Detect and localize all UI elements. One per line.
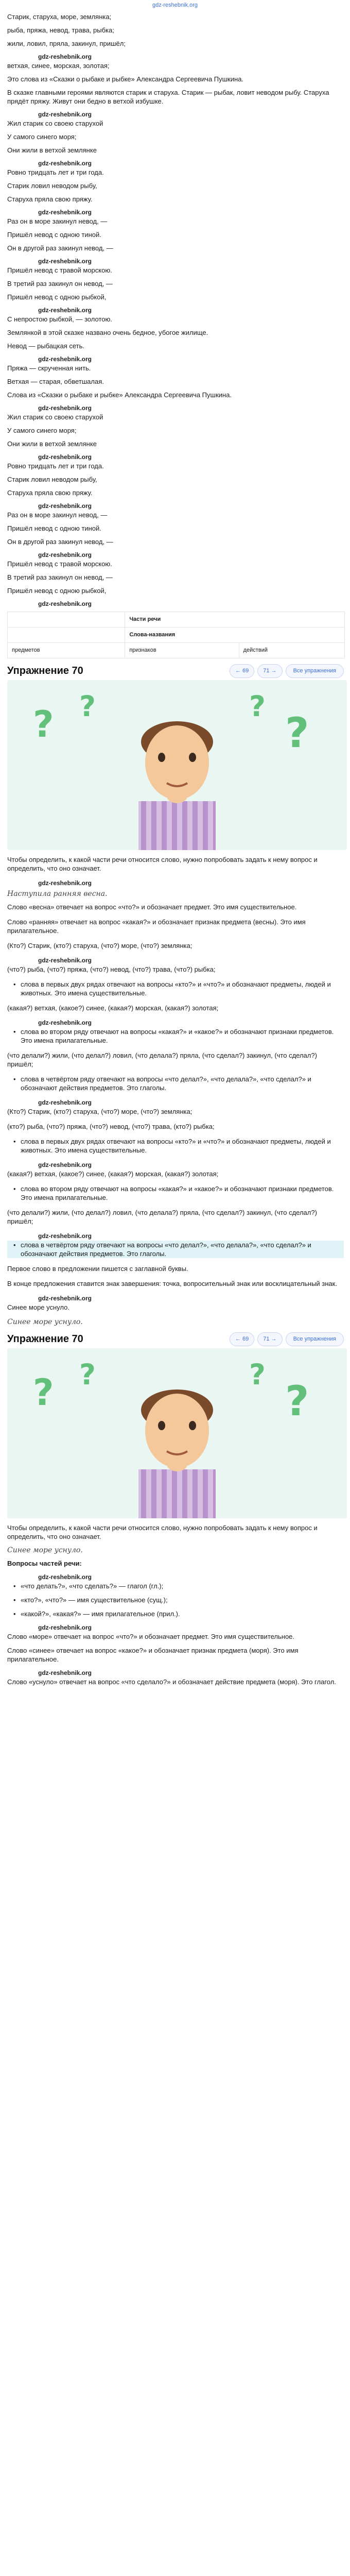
text-line: В конце предложения ставится знак завершения: точка, вопросительный знак или восклицательный знак.	[7, 1280, 337, 1287]
watermark-text: gdz-reshebnik.org	[38, 258, 92, 265]
watermark-text: gdz-reshebnik.org	[38, 1669, 92, 1676]
text-line: Он в другой раз закинул невод, —	[7, 244, 113, 252]
all-exercises-button[interactable]: Все упражнения	[286, 664, 344, 678]
text-line: • слова во втором ряду отвечают на вопросы «какая?» и «какое?» и обозначают признаки предметов. Это имена прилагательные.	[7, 1184, 344, 1202]
text-line: Пряжа — скрученная нить.	[7, 364, 91, 372]
text-line: У самого синего моря;	[7, 427, 77, 434]
text-line: (какая?) ветхая, (какое?) синее, (какая?) морская, (какая?) золотая;	[7, 1004, 219, 1012]
svg-text:?: ?	[249, 690, 266, 723]
text-line: • слова в четвёртом ряду отвечают на вопросы «что делал?», «что делала?», «что сделал?» и обозначают действия предметов. Это глаголы.	[7, 1075, 344, 1092]
text-line: В третий раз закинул он невод, —	[7, 573, 113, 581]
text-line: Синее море уснуло.	[7, 1303, 69, 1311]
text-line: • слова в первых двух рядах отвечают на вопросы «кто?» и «что?» и обозначают предметы, людей и животных. Это имена существительные.	[7, 980, 344, 997]
watermark-text: gdz-reshebnik.org	[38, 879, 92, 887]
next-exercise-button[interactable]: 71 →	[257, 664, 282, 678]
boy-picture	[7, 1348, 347, 1518]
text-line: В сказке главными героями являются старик и старуха. Старик — рыбак, ловит неводом рыбу. Старуха прядёт пряжу. Живут они бедно в ветхой избушке.	[7, 89, 329, 105]
part2-text	[7, 855, 344, 1327]
text-line: • слова в первых двух рядах отвечают на вопросы «кто?» и «что?» и обозначают предметы, людей и животных. Это имена существительные.	[7, 1137, 344, 1155]
table-subheader: Слова-названия	[125, 628, 345, 643]
watermark-text: gdz-reshebnik.org	[38, 1624, 92, 1631]
exercise-header-2	[7, 1332, 344, 1346]
watermark-text: gdz-reshebnik.org	[38, 355, 92, 363]
text-line: Старуха пряла свою пряжу.	[7, 195, 93, 203]
text-line: (кто?) рыба, (что?) пряжа, (что?) невод, (что?) трава, (кто?) рыбка;	[7, 1123, 215, 1130]
table-empty-cell	[8, 628, 125, 643]
text-line: Невод — рыбацкая сеть.	[7, 342, 85, 350]
exercise-header-1	[7, 664, 344, 678]
table-cell-features: признаков	[125, 643, 239, 658]
text-line: Слово «уснуло» отвечает на вопрос «что сделало?» и обозначает действие предмета (моря). Это глагол.	[7, 1678, 336, 1686]
next-exercise-button[interactable]: 71 →	[257, 1332, 282, 1346]
text-line: У самого синего моря;	[7, 133, 77, 141]
svg-text:?: ?	[33, 1371, 54, 1414]
part1-text	[7, 12, 344, 608]
svg-text:?: ?	[285, 709, 309, 757]
text-line: Слово «весна» отвечает на вопрос «что?» и обозначает предмет. Это имя существительное.	[7, 903, 297, 911]
exercise-nav	[230, 664, 344, 678]
watermark-text: gdz-reshebnik.org	[38, 551, 92, 558]
svg-text:?: ?	[79, 690, 96, 723]
thinking-boy-illustration-2	[7, 1348, 347, 1518]
text-line: (что делали?) жили, (что делал?) ловил, (что делала?) пряла, (что сделал?) закинул, (что сделал?) пришёл;	[7, 1052, 317, 1068]
text-line: Первое слово в предложении пишется с заглавной буквы.	[7, 1265, 188, 1273]
watermark-text: gdz-reshebnik.org	[38, 1295, 92, 1302]
text-line: С непростою рыбкой, — золотою.	[7, 315, 112, 323]
text-line: (что?) рыба, (что?) пряжа, (что?) невод, (что?) трава, (что?) рыбка;	[7, 965, 216, 973]
watermark-text: gdz-reshebnik.org	[38, 1099, 92, 1106]
text-line: Слово «море» отвечает на вопрос «что?» и обозначает предмет. Это имя существительное.	[7, 1633, 295, 1640]
watermark-text: gdz-reshebnik.org	[38, 453, 92, 461]
text-line: Раз он в море закинул невод, —	[7, 217, 108, 225]
text-line: В третий раз закинул он невод, —	[7, 280, 113, 287]
table-empty-cell	[8, 612, 125, 628]
text-line: Старуха пряла свою пряжу.	[7, 489, 93, 497]
table-cell-actions: действий	[239, 643, 344, 658]
text-line: (что делали?) жили, (что делал?) ловил, (что делала?) пряла, (что сделал?) закинул, (что сделал?) пришёл;	[7, 1209, 317, 1225]
thinking-boy-illustration	[7, 680, 347, 850]
watermark-text: gdz-reshebnik.org	[38, 209, 92, 216]
text-line: жили, ловил, пряла, закинул, пришёл;	[7, 40, 126, 47]
exercise-title: Упражнение 70	[7, 665, 83, 676]
watermark-text: gdz-reshebnik.org	[38, 600, 92, 607]
text-line: • «что делать?», «что сделать?» — глагол (гл.);	[7, 1582, 344, 1590]
text-line: Он в другой раз закинул невод, —	[7, 538, 113, 546]
text-line: (какая?) ветхая, (какое?) синее, (какая?) морская, (какая?) золотая;	[7, 1170, 219, 1178]
parts-of-speech-table	[7, 612, 345, 658]
text-line: Ровно тридцать лет и три года.	[7, 168, 104, 176]
exercise-title: Упражнение 70	[7, 1333, 83, 1345]
text-line: Пришёл невод с одною тиной.	[7, 231, 101, 239]
watermark-text: gdz-reshebnik.org	[38, 111, 92, 118]
text-line: Пришёл невод с одною тиной.	[7, 524, 101, 532]
solution-content	[0, 9, 350, 1686]
text-line: Пришёл невод с одною рыбкой,	[7, 293, 107, 301]
text-line: рыба, пряжа, невод, трава, рыбка;	[7, 26, 114, 34]
text-line: Они жили в ветхой землянке	[7, 440, 97, 448]
text-line: Это слова из «Сказки о рыбаке и рыбке» Александра Сергеевича Пушкина.	[7, 75, 244, 83]
svg-text:?: ?	[285, 1377, 309, 1425]
text-line: Пришёл невод с одною рыбкой,	[7, 587, 107, 595]
text-line: Старик, старуха, море, землянка;	[7, 13, 112, 21]
handwritten-sentence: Синее море уснуло.	[7, 1546, 83, 1554]
prev-exercise-button[interactable]: ← 69	[230, 664, 254, 678]
watermark-text: gdz-reshebnik.org	[38, 1232, 92, 1240]
text-line: Чтобы определить, к какой части речи относится слово, нужно попробовать задать к нему вопрос и определить, что оно означает.	[7, 1524, 318, 1540]
text-line: • слова в четвёртом ряду отвечают на вопросы «что делал?», «что делала?», «что сделал?» и обозначают действия предметов. Это глаголы.	[7, 1241, 344, 1258]
text-line: (Кто?) Старик, (кто?) старуха, (что?) море, (что?) землянка;	[7, 942, 192, 950]
text-line: Слово «ранняя» отвечает на вопрос «какая?» и обозначает признак предмета (весны). Это имя прилагательное.	[7, 918, 306, 935]
text-line: ветхая, синее, морская, золотая;	[7, 62, 110, 70]
svg-text:?: ?	[33, 703, 54, 745]
table-header: Части речи	[125, 612, 345, 628]
all-exercises-button[interactable]: Все упражнения	[286, 1332, 344, 1346]
watermark-text: gdz-reshebnik.org	[38, 1161, 92, 1168]
watermark-text: gdz-reshebnik.org	[38, 404, 92, 412]
text-line: • «какой?», «какая?» — имя прилагательное (прил.).	[7, 1609, 344, 1618]
text-line: Старик ловил неводом рыбу,	[7, 476, 97, 483]
text-line: Жил старик со своею старухой	[7, 413, 103, 421]
text-line: Слова из «Сказки о рыбаке и рыбке» Александра Сергеевича Пушкина.	[7, 391, 232, 399]
watermark-text: gdz-reshebnik.org	[38, 957, 92, 964]
text-line: (Кто?) Старик, (кто?) старуха, (что?) море, (что?) землянка;	[7, 1108, 192, 1115]
text-line: Землянкой в этой сказке названо очень бедное, убогое жилище.	[7, 329, 208, 336]
text-line: Ветхая — старая, обветшалая.	[7, 378, 104, 385]
watermark-text: gdz-reshebnik.org	[38, 160, 92, 167]
svg-text:?: ?	[79, 1358, 96, 1391]
text-line: Старик ловил неводом рыбу,	[7, 182, 97, 190]
text-line: • слова во втором ряду отвечают на вопросы «какая?» и «какое?» и обозначают признаки предметов. Это имена прилагательные.	[7, 1027, 344, 1045]
text-line: Жил старик со своею старухой	[7, 120, 103, 127]
part3-text	[7, 1523, 344, 1686]
watermark-text: gdz-reshebnik.org	[38, 307, 92, 314]
text-line: Они жили в ветхой землянке	[7, 146, 97, 154]
svg-text:?: ?	[249, 1358, 266, 1391]
handwritten-sentence: Наступила ранняя весна.	[7, 890, 108, 898]
watermark-text: gdz-reshebnik.org	[38, 502, 92, 510]
table-cell-objects: предметов	[8, 643, 125, 658]
handwritten-sentence: Синее море уснуло.	[7, 1318, 83, 1326]
text-line: Пришёл невод с травой морскою.	[7, 560, 112, 568]
text-line: • «кто?», «что?» — имя существительное (сущ.);	[7, 1596, 344, 1604]
exercise-nav	[230, 1332, 344, 1346]
prev-exercise-button[interactable]: ← 69	[230, 1332, 254, 1346]
text-line: Пришёл невод с травой морскою.	[7, 266, 112, 274]
boy-picture	[7, 680, 347, 850]
text-line: Чтобы определить, к какой части речи относится слово, нужно попробовать задать к нему вопрос и определить, что оно означает.	[7, 856, 318, 872]
watermark-text: gdz-reshebnik.org	[38, 1573, 92, 1581]
text-line: Вопросы частей речи:	[7, 1560, 82, 1567]
site-url[interactable]: gdz-reshebnik.org	[152, 2, 198, 8]
watermark-text: gdz-reshebnik.org	[38, 1019, 92, 1026]
watermark-text: gdz-reshebnik.org	[38, 53, 92, 60]
text-line: Раз он в море закинул невод, —	[7, 511, 108, 519]
text-line: Ровно тридцать лет и три года.	[7, 462, 104, 470]
text-line: Слово «синее» отвечает на вопрос «какое?» и обозначает признак предмета (моря). Это имя прилагательное.	[7, 1647, 299, 1663]
